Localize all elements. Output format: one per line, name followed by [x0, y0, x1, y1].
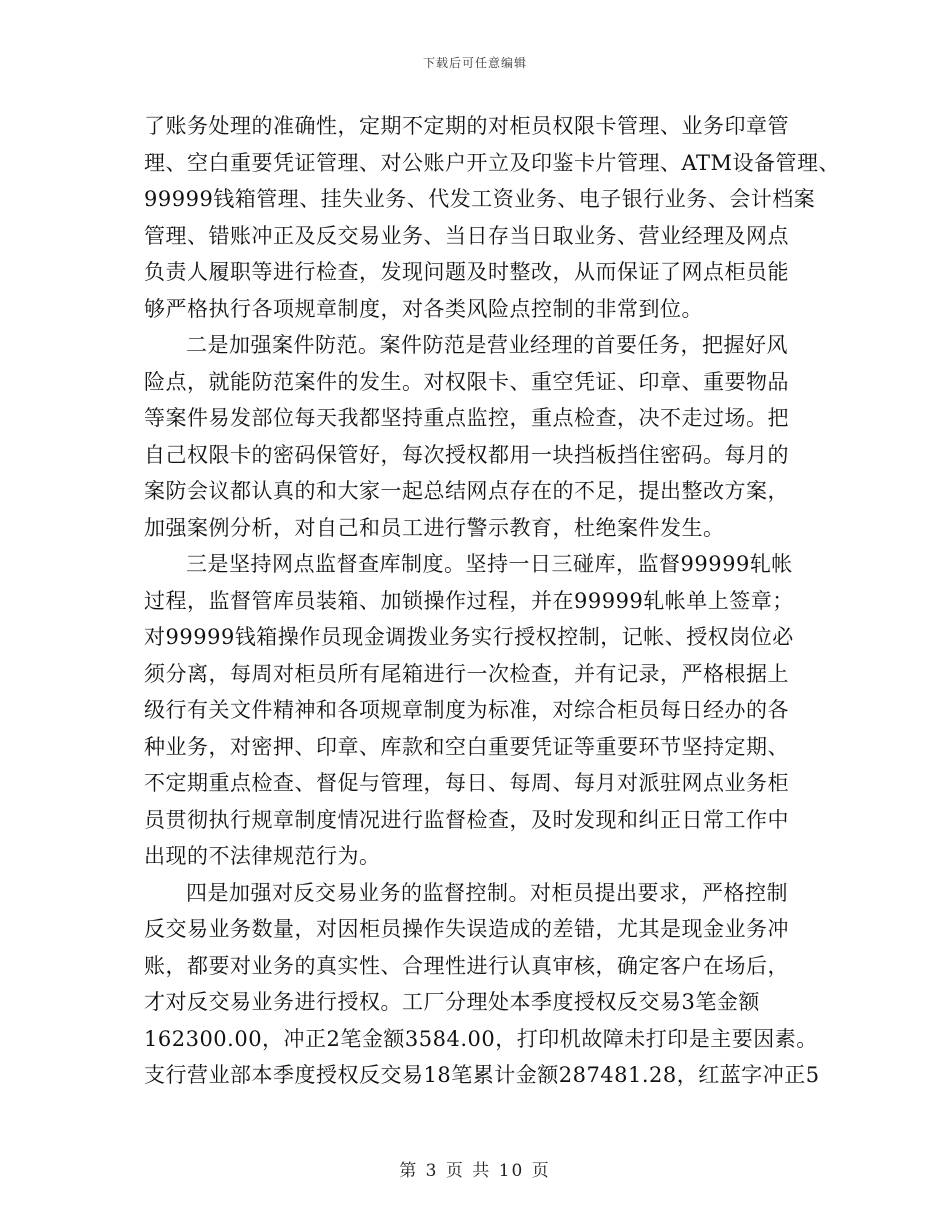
paragraph-first-line: 三是坚持网点监督查库制度。坚持一日三碰库，监督99999轧帐 [186, 552, 793, 576]
page-header: 下载后可任意编辑 [422, 56, 527, 70]
text-line: 须分离，每周对柜员所有尾箱进行一次检查，并有记录，严格根据上 [144, 661, 789, 686]
paragraph-first-line: 二是加强案件防范。案件防范是营业经理的首要任务，把握好风 [186, 333, 788, 357]
text-line: 管理、错账冲正及反交易业务、当日存当日取业务、营业经理及网点 [144, 223, 789, 248]
text-line: 种业务，对密押、印章、库款和空白重要凭证等重要环节坚持定期、 [144, 734, 789, 759]
text-line: 加强案例分析，对自己和员工进行警示教育，杜绝案件发生。 [144, 515, 725, 540]
text-line: 支行营业部本季度授权反交易18笔累计金额287481.28，红蓝字冲正5 [144, 1063, 820, 1087]
text-line: 理、空白重要凭证管理、对公账户开立及印鉴卡片管理、ATM设备管理、 [144, 150, 841, 175]
text-line: 负责人履职等进行检查，发现问题及时整改，从而保证了网点柜员能 [144, 260, 789, 284]
text-line: 案防会议都认真的和大家一起总结网点存在的不足，提出整改方案， [144, 479, 789, 503]
paragraph-first-line: 四是加强对反交易业务的监督控制。对柜员提出要求，严格控制 [186, 880, 788, 905]
text-line: 出现的不法律规范行为。 [144, 844, 381, 868]
text-line: 等案件易发部位每天我都坚持重点监控，重点检查，决不走过场。把 [144, 406, 789, 430]
text-line: 99999钱箱管理、挂失业务、代发工资业务、电子银行业务、会计档案 [144, 187, 816, 211]
text-line: 账，都要对业务的真实性、合理性进行认真审核，确定客户在场后， [144, 953, 789, 978]
page-footer: 第 3 页 共 10 页 [399, 1161, 551, 1181]
text-line: 过程，监督管库员装箱、加锁操作过程，并在99999轧帐单上签章； [144, 588, 794, 613]
text-line: 反交易业务数量，对因柜员操作失误造成的差错，尤其是现金业务冲 [144, 917, 789, 941]
text-line: 员贯彻执行规章制度情况进行监督检查，及时发现和纠正日常工作中 [144, 807, 789, 832]
text-line: 才对反交易业务进行授权。工厂分理处本季度授权反交易3笔金额 [144, 990, 760, 1014]
text-line: 162300.00，冲正2笔金额3584.00，打印机故障未打印是主要因素。 [144, 1026, 818, 1051]
text-line: 险点，就能防范案件的发生。对权限卡、重空凭证、印章、重要物品 [144, 369, 789, 394]
document-body [144, 108, 841, 1094]
text-line: 级行有关文件精神和各项规章制度为标准，对综合柜员每日经办的各 [144, 698, 789, 722]
text-line: 自己权限卡的密码保管好，每次授权都用一块挡板挡住密码。每月的 [144, 442, 789, 467]
text-line: 对99999钱箱操作员现金调拨业务实行授权控制，记帐、授权岗位必 [144, 625, 794, 649]
text-line: 了账务处理的准确性，定期不定期的对柜员权限卡管理、业务印章管 [144, 114, 789, 138]
text-line: 不定期重点检查、督促与管理，每日、每周、每月对派驻网点业务柜 [144, 771, 789, 795]
text-line: 够严格执行各项规章制度，对各类风险点控制的非常到位。 [144, 296, 703, 321]
